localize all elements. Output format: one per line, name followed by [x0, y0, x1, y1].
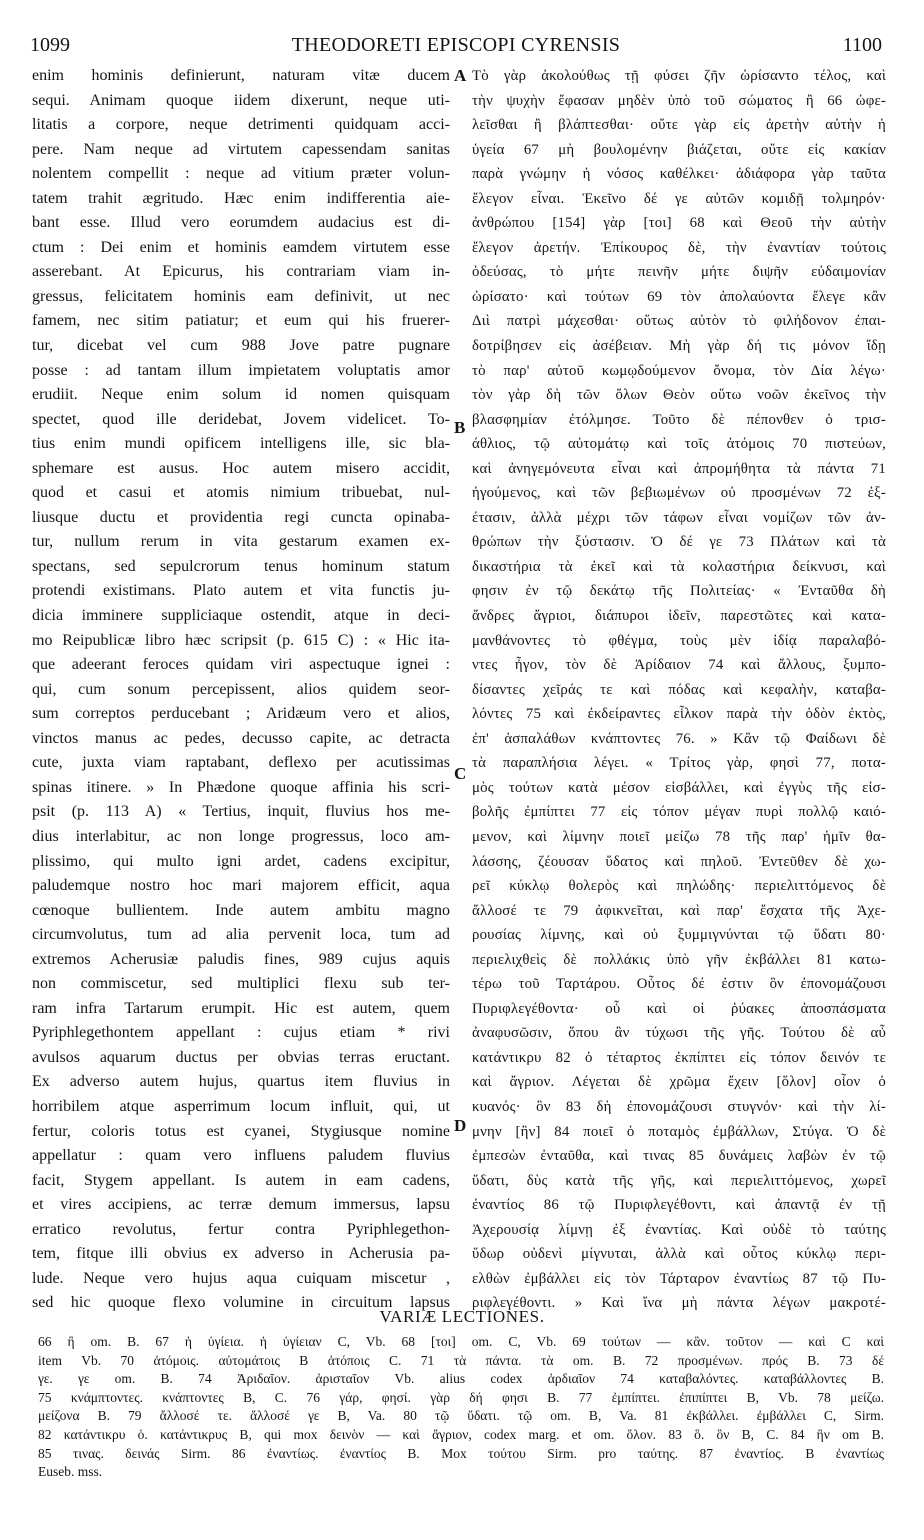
greek-text-line: ἀναφυσῶσιν, ὅπου ἂν τύχωσι τῆς γῆς. Τούτου δὲ αὖ [472, 1025, 886, 1042]
greek-text-line: ντες ἦγον, τὸν δὲ Ἀρίδαιον 74 καὶ ἄλλους, ξυμπο- [472, 657, 886, 674]
latin-text-line: cœnoque bullientem. Inde autem ambitu magno [32, 901, 450, 919]
section-marker-c: C [454, 764, 467, 783]
page-number-left: 1099 [30, 34, 70, 56]
latin-text-line: ram infra Tartarum erumpit. Hic est autem, quem [32, 999, 450, 1017]
latin-text-line: tur, nullum rerum in vita gestarum examen ex- [32, 533, 450, 551]
greek-text-line: περιελιχθεὶς δὲ πολλάκις ὑπὸ γῆν ἐκβάλλει 81 κατω- [472, 951, 886, 968]
greek-text-line: ὑγεία 67 μὴ βουλομένην βιάζεται, οὔτε εἰς κακίαν [472, 141, 886, 158]
greek-text-line: τέρω τοῦ Ταρτάρου. Οὗτος δέ ἐστιν ὃν ἐπονομάζουσι [472, 976, 886, 993]
latin-text-line: sum correptos perducebant ; Aridæum vero et alios, [32, 705, 450, 723]
latin-text-line: tur, dicebat vel cum 988 Jove patre pugnare [32, 337, 450, 355]
greek-text-line: φησιν ἐν τῷ δεκάτῳ τῆς Πολιτείας· « Ἐνταῦθα δὴ [472, 583, 886, 600]
greek-text-line: δίσαντες χεῖράς τε καὶ πόδας καὶ κεφαλὴν, καταβα- [472, 681, 886, 698]
greek-text-line: Πυριφλεγέθοντα· οὗ καὶ οἱ ῥύακες ἀποσπάσματα [472, 1000, 886, 1017]
latin-text-line: psit (p. 113 A) « Tertius, inquit, fluvius hos me- [32, 803, 450, 821]
latin-text-line: liusque ductu et providentia regi cuncta opinaba- [32, 508, 450, 526]
latin-text-line: fertur, coloris totus est cyanei, Stygiusque nomine [32, 1122, 450, 1140]
greek-text-line: καὶ ἄγριον. Λέγεται δὲ χρῶμα ἔχειν [ὅλον] οἷον ὁ [472, 1074, 886, 1091]
latin-text-line: spinas itinere. » In Phædone quoque affinia his scri- [32, 778, 450, 796]
greek-text-line: ἡγούμενος, καὶ τῶν βεβιωμένων οὐ προσμένων 72 ἐξ- [472, 485, 886, 502]
greek-column [472, 64, 886, 1316]
section-marker-b: B [454, 418, 466, 437]
latin-text-line: tius enim mundi opificem intelligens ille, sic bla- [32, 435, 450, 453]
variant-reading-line: item Vb. 70 ἀτόμοις. αὐτομάτοις B ἀτόποις C. 71 τὰ πάντα. τὰ om. B. 72 προσμένων. πρός B. 73 δέ [38, 1352, 884, 1368]
variant-reading-line: γε. γε om. B. 74 Ἀριδαῖον. ἀρισταῖον Vb. alius codex ἀρδιαῖον 74 καταβαλόντες. καταβάλλοντες B. [38, 1371, 884, 1387]
latin-text-line: paludemque nostro hoc mari majorem efficit, aqua [32, 877, 450, 895]
latin-text-line: pere. Nam neque ad virtutem capessendam sanitas [32, 140, 450, 158]
latin-text-line: Ex adverso autem hujus, quartus item fluvius in [32, 1073, 450, 1091]
greek-text-line: ρεῖ κύκλῳ θολερὸς καὶ πηλώδης· περιελιττόμενος δὲ [472, 878, 886, 895]
running-title: THEODORETI EPISCOPI CYRENSIS [291, 34, 621, 56]
variant-reading-line: 85 τινας. δεινάς Sirm. 86 ἐναντίως. ἐναντίος B. Mox τούτου Sirm. pro ταύτης. 87 ἐναντίος. B ἐναντίως [38, 1445, 884, 1461]
variant-reading-line: Euseb. mss. [38, 1464, 103, 1480]
latin-text-line: tem, fitque illi obvius ex adverso in Acherusia pa- [32, 1245, 450, 1263]
greek-text-line: ἔλεγον εἶναι. Ἐκεῖνο δέ γε αὐτῶν κομιδῇ τολμηρόν· [472, 190, 886, 207]
latin-text-line: vinctos manus ac pedes, decusso capite, ac detracta [32, 729, 450, 747]
latin-text-line: facit, Stygem appellant. Is autem in eam cadens, [32, 1171, 450, 1189]
greek-text-line: μνην [ἣν] 84 ποιεῖ ὁ ποταμὸς ἐμβάλλων, Στύγα. Ὁ δὲ [472, 1123, 886, 1140]
latin-text-line: tatem trahit ægritudo. Hæc enim indifferentia aie- [32, 189, 450, 207]
latin-text-line: spectet, quod ille deridebat, Jovem videlicet. To- [32, 410, 450, 428]
greek-text-line: λεῖσθαι ἢ βλάπτεσθαι· οὔτε γὰρ εἰς ἀρετὴν αὐτὴν ἡ [472, 117, 886, 134]
greek-text-line: βολῆς ἐμπίπτει 77 εἰς τόπον μέγαν πυρὶ πολλῷ καιό- [472, 804, 886, 821]
greek-text-line: ρουσίας λίμνης, καὶ οὐ ξυμμιγνύνται τῷ ὕδατι 80· [472, 927, 886, 944]
latin-text-line: non commiscetur, sed multiplici flexu sub ter- [32, 975, 450, 993]
variae-lectiones-heading: VARIÆ LECTIONES. [379, 1307, 545, 1326]
latin-text-line: ctum : Dei enim et hominis eamdem virtutem esse [32, 238, 450, 256]
latin-text-line: quod et casui et atomis nimium tribuebat, nul- [32, 484, 450, 502]
greek-text-line: ἔλεγον ἀρετήν. Ἐπίκουρος δὲ, τὴν ἐναντίαν τούτοις [472, 239, 886, 256]
greek-text-line: τὴν ψυχὴν ἔφασαν μηδὲν ὑπὸ τοῦ σώματος ἢ 66 ὠφε- [472, 92, 886, 109]
latin-text-line: erudiit. Neque enim solum id nomen quisquam [32, 386, 450, 404]
latin-text-line: plissimo, qui multo igni ardet, cadens excipitur, [32, 852, 450, 870]
greek-text-line: ριφλεγέθοντι. » Καὶ ἵνα μὴ πάντα λέγων μακροτέ- [472, 1295, 886, 1312]
greek-text-line: ἀνθρώπου [154] γὰρ [τοι] 68 καὶ Θεοῦ τὴν αὐτὴν [472, 215, 886, 232]
latin-text-line: enim hominis definierunt, naturam vitæ ducem [32, 67, 450, 84]
latin-text-line: cute, juxta viam raptabant, deflexo per acutissimas [32, 754, 450, 772]
greek-text-line: δοτρίβησεν εἰς ἀσέβειαν. Μὴ γὰρ δή τις μόνον ἴδῃ [472, 338, 886, 355]
greek-text-line: ὕδωρ οὐδενὶ μίγνυται, ἀλλὰ καὶ οὗτος κύκλῳ περι- [472, 1246, 886, 1263]
latin-text-line: lude. Neque vero hujus aqua cuiquam miscetur , [32, 1269, 450, 1287]
latin-text-line: asserebant. At Epicurus, his contrariam viam in- [32, 263, 450, 281]
latin-text-line: et vires accipiens, ac terræ demum immersus, lapsu [32, 1196, 450, 1214]
latin-column [32, 64, 450, 1316]
greek-text-line: τὸ παρ' αὐτοῦ κωμῳδούμενον ὄνομα, τὸν Δία λέγω· [472, 362, 886, 379]
latin-text-line: erratico revolutus, fertur contra Pyriphlegethon- [32, 1220, 450, 1238]
latin-text-line: famem, nec sitim patiatur; et eum qui his fruerer- [32, 312, 450, 330]
greek-text-line: μενον, καὶ λίμνην ποιεῖ μείζω 78 τῆς παρ' ἡμῖν θα- [472, 828, 886, 845]
section-marker-a: A [454, 66, 467, 85]
latin-text-line: gressus, felicitatem hominis eam definivit, ut nec [32, 287, 450, 305]
greek-text-line: Τὸ γὰρ ἀκολούθως τῇ φύσει ζῆν ὡρίσαντο τέλος, καὶ [472, 68, 886, 84]
page-header [30, 34, 882, 62]
latin-text-line: sphemare est ausus. Hoc autem misero accidit, [32, 459, 450, 477]
latin-text-line: qui, cum sonum percepissent, alios quidem seor- [32, 680, 450, 698]
latin-text-line: extremos Acherusiæ paludis fines, 989 cujus aquis [32, 950, 450, 968]
latin-text-line: protendi existimans. Plato autem et vita functis ju- [32, 582, 450, 600]
latin-text-line: circumvolutus, tum ad alia pervenit loca, tum ad [32, 926, 450, 944]
greek-text-line: ἐμπεσὼν ἐνταῦθα, καὶ τινας 85 δυνάμεις λαβὼν ἐν τῷ [472, 1148, 886, 1165]
greek-text-line: τὸν γὰρ δὴ τῶν ὅλων Θεὸν οὕτω νοῶν ἐκεῖνος τὴν [472, 387, 886, 404]
greek-text-line: καὶ ἀνηγεμόνευτα εἶναι καὶ ἀπρομήθητα τὰ πάντα 71 [472, 460, 886, 477]
greek-text-line: μανθάνοντες τὸ φθέγμα, τοὺς μὲν ἰδίᾳ παραλαβό- [472, 632, 886, 649]
greek-text-line: Ἀχερουσίᾳ λίμνῃ ἐξ ἐναντίας. Καὶ οὐδὲ τὸ ταύτης [472, 1221, 886, 1238]
greek-text-line: ὕδατι, δὺς κατὰ τῆς γῆς, καὶ περιελιττόμενος, χωρεῖ [472, 1172, 886, 1189]
greek-text-line: παρὰ γνώμην ἡ νόσος καθέλκει· ἀδιάφορα γὰρ ταῦτα [472, 166, 886, 183]
latin-text-line: bant esse. Illud vero eorumdem audacius est di- [32, 214, 450, 232]
variant-reading-line: 75 κνάμπτοντες. κνάπτοντες B, C. 76 γάρ, φησί. γὰρ δή φησι B. 77 ἐμπίπτει. ἐπιπίπτει B, Vb. 78 μείζω. [38, 1389, 884, 1405]
greek-text-line: λόντες 75 καὶ ἐκδείραντες εἷλκον παρὰ τὴν ὁδὸν ἐκτὸς, [472, 706, 886, 723]
greek-text-line: λάσσης, ζέουσαν ὕδατος καὶ πηλοῦ. Ἐντεῦθεν δὲ χω- [472, 853, 886, 870]
latin-text-line: avulsos aquarum ductus per obvias terras eructant. [32, 1048, 450, 1066]
greek-text-line: κατάντικρυ 82 ὁ τέταρτος ἐκπίπτει εἰς τόπον δεινόν τε [472, 1049, 886, 1066]
greek-text-line: ὡρίσατο· καὶ τούτων 69 τὸν ἀπολαύοντα ἔλεγε κἂν [472, 288, 886, 305]
variant-reading-line: 82 κατάντικρυ ὁ. κατάντικρυς B, qui mox δεινὸν — καὶ ἄγριον, codex marg. et om. ὅλον. 83 ὃ. ὃν B, C. 84 ἣν om B. [38, 1426, 884, 1442]
variant-reading-line: μείζονα B. 79 ἄλλοσέ τε. ἄλλοσέ γε B, Va. 80 τῷ ὕδατι. τῷ om. B, Va. 81 ἐκβάλλει. ἐμβάλλει C, Sirm. [38, 1408, 884, 1424]
variant-reading-line: 66 ἢ om. B. 67 ἡ ὑγίεια. ἡ ὑγίειαν C, Vb. 68 [τοι] om. C, Vb. 69 τούτων — κἂν. τοῦτον — καὶ C καὶ [38, 1334, 884, 1349]
latin-text-line: appellatur : quam vero influens paludem fluvius [32, 1147, 450, 1165]
greek-text-line: βλασφημίαν ἐτόλμησε. Τοῦτο δὲ πέπονθεν ὁ τρισ- [472, 411, 886, 428]
greek-text-line: άθλιος, τῷ αὐτομάτῳ καὶ τοῖς ἀτόμοις 70 πιστεύων, [472, 436, 886, 453]
latin-text-line: spectans, sed sepulcrorum tenus hominum statum [32, 557, 450, 575]
latin-text-line: posse : ad tantam illum impietatem voluptatis amor [32, 361, 450, 379]
latin-text-line: sequi. Animam quoque iidem dixerunt, neque uti- [32, 91, 450, 109]
greek-text-line: ἐπ' ἀσπαλάθων κνάπτοντες 76. » Κἂν τῷ Φαίδωνι δὲ [472, 730, 886, 747]
greek-text-line: δικαστήρια τὰ ἐκεῖ καὶ τὰ κολαστήρια δείκνυσι, καὶ [472, 558, 886, 575]
greek-text-line: θρώπων τὴν ξύστασιν. Ὁ δέ γε 73 Πλάτων καὶ τὰ [472, 534, 886, 551]
greek-text-line: έτασιν, ἀλλὰ μέχρι τῶν τάφων εἶναι νομίζων τῶν ἀν- [472, 509, 886, 526]
section-marker-d: D [454, 1116, 467, 1135]
latin-text-line: mo Reipublicæ libro hæc scripsit (p. 615 C) : « Hic ita- [32, 631, 450, 649]
variae-lectiones-notes [38, 1333, 884, 1482]
greek-text-line: τὰ παραπλήσια λέγει. « Τρίτος γὰρ, φησὶ 77, ποτα- [472, 755, 886, 772]
latin-text-line: dius interlabitur, ac non longe progressus, loco am- [32, 827, 450, 845]
greek-text-line: μὸς τούτων κατὰ μέσον εἰσβάλλει, καὶ ἐγγὺς τῆς εἰσ- [472, 779, 886, 796]
greek-text-line: Διὶ πατρὶ μάχεσθαι· οὕτως αὐτὸν τὸ φιλήδονον ἐπαι- [472, 313, 886, 330]
greek-text-line: ἄλλοσέ τε 79 ἀφικνεῖται, καὶ παρ' ἔσχατα τῆς Ἀχε- [472, 902, 886, 919]
latin-text-line: sed hic quoque flexo volumine in circuitum lapsus [32, 1294, 450, 1312]
greek-text-line: ὁδεύσας, τὸ μήτε πεινῆν μήτε διψῆν εὐδαιμονίαν [472, 264, 886, 281]
page-number-right: 1100 [842, 34, 882, 56]
greek-text-line: κυανός· ὃν 83 δὴ ἐπονομάζουσι στυγνόν· καὶ τὴν λί- [472, 1098, 886, 1115]
latin-text-line: horribilem atque asperrimum locum influit, qui, ut [32, 1097, 450, 1115]
greek-text-line: ἄνδρες ἄγριοι, διάπυροι ἰδεῖν, παρεστῶτες καὶ κατα- [472, 608, 886, 625]
greek-text-line: ἐναντίος 86 τῷ Πυριφλεγέθοντι, καὶ ἀπαντᾷ ἐν τῇ [472, 1197, 886, 1214]
latin-text-line: que adeerant feroces quidam viri aspectuque ignei : [32, 656, 450, 674]
latin-text-line: litatis a corpore, neque detrimenti quidquam acci- [32, 116, 450, 134]
latin-text-line: Pyriphlegethontem appellant : cujus etiam * rivi [32, 1024, 450, 1042]
latin-text-line: nolentem compellit : neque ad vitium præter volun- [32, 165, 450, 183]
latin-text-line: dicia imminere suppliciaque ostendit, atque in deci- [32, 607, 450, 625]
greek-text-line: ελθὼν ἐμβάλλει εἰς τὸν Τάρταρον ἐναντίως 87 τῷ Πυ- [472, 1270, 886, 1287]
